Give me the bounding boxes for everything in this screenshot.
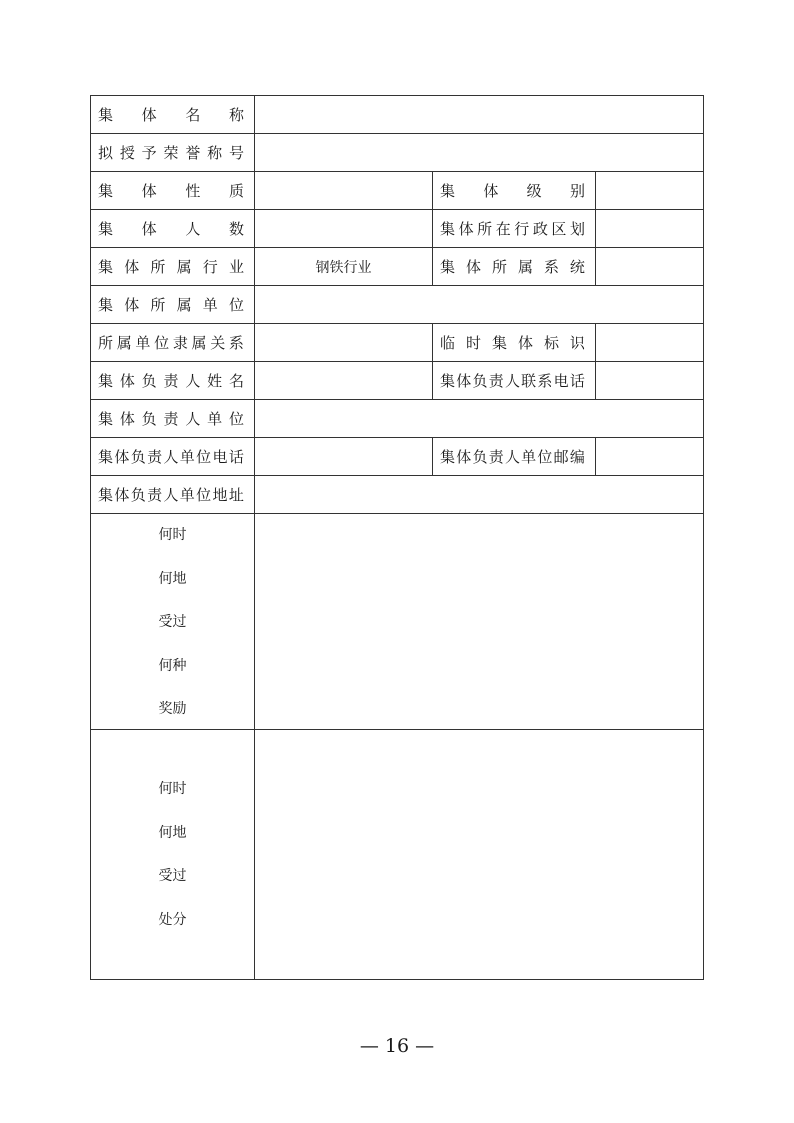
label-char: 体 bbox=[124, 296, 140, 314]
label-char: 话 bbox=[228, 448, 244, 466]
label-char: 所 bbox=[477, 220, 493, 238]
label-char: 集 bbox=[440, 448, 456, 466]
label-char: 人 bbox=[185, 410, 201, 428]
label-char: 单 bbox=[179, 486, 195, 504]
label-char: 人 bbox=[185, 220, 201, 238]
label-char: 体 bbox=[465, 258, 481, 276]
label-char: 称 bbox=[228, 106, 244, 124]
label-leader-phone bbox=[432, 362, 595, 399]
label-char: 集 bbox=[98, 106, 114, 124]
label-char: 集 bbox=[98, 486, 114, 504]
label-char: 址 bbox=[228, 486, 244, 504]
label-char: 所 bbox=[150, 296, 166, 314]
label-char: 负 bbox=[130, 486, 146, 504]
row-leader-name bbox=[91, 362, 703, 400]
label-char: 系 bbox=[228, 334, 244, 352]
label-char: 集 bbox=[98, 258, 114, 276]
row-leader-unit-address bbox=[91, 476, 703, 514]
field-leader-unit[interactable] bbox=[254, 400, 703, 437]
row-affiliation bbox=[91, 324, 703, 362]
label-char: 体 bbox=[114, 448, 130, 466]
label-char: 位 bbox=[196, 486, 212, 504]
label-char: 所 bbox=[98, 334, 114, 352]
label-char: 业 bbox=[228, 258, 244, 276]
label-leader-unit-zip bbox=[432, 438, 595, 475]
label-char: 属 bbox=[176, 258, 192, 276]
label-group-count bbox=[91, 210, 254, 247]
label-char: 位 bbox=[228, 296, 244, 314]
label-char: 单 bbox=[179, 448, 195, 466]
label-char: 负 bbox=[141, 410, 157, 428]
label-leader-name bbox=[91, 362, 254, 399]
label-char: 集 bbox=[440, 220, 456, 238]
label-char: 属 bbox=[116, 334, 132, 352]
label-leader-unit bbox=[91, 400, 254, 437]
label-char: 位 bbox=[537, 448, 553, 466]
label-leader-unit-address bbox=[91, 476, 254, 513]
punishments-label-line: 何时 bbox=[158, 781, 187, 797]
awards-label-line: 何地 bbox=[158, 570, 187, 587]
field-temp-flag[interactable] bbox=[595, 324, 703, 361]
row-unit bbox=[91, 286, 703, 324]
row-group-nature bbox=[91, 172, 703, 210]
awards-label-line: 何时 bbox=[158, 527, 187, 543]
field-punishments[interactable] bbox=[254, 730, 703, 979]
row-industry bbox=[91, 248, 703, 286]
label-char: 地 bbox=[212, 486, 228, 504]
label-char: 责 bbox=[488, 448, 504, 466]
label-awards bbox=[91, 514, 254, 729]
label-char: 体 bbox=[483, 182, 499, 200]
field-group-nature[interactable] bbox=[254, 172, 432, 209]
label-char: 集 bbox=[98, 372, 114, 390]
label-char: 体 bbox=[456, 448, 472, 466]
label-proposed-title bbox=[91, 134, 254, 171]
row-proposed-title bbox=[91, 134, 703, 172]
field-proposed-title[interactable] bbox=[254, 134, 703, 171]
field-group-level[interactable] bbox=[595, 172, 703, 209]
punishments-label-line: 受过 bbox=[158, 868, 187, 884]
label-char: 誉 bbox=[185, 144, 201, 162]
label-char: 政 bbox=[532, 220, 548, 238]
field-unit[interactable] bbox=[254, 286, 703, 323]
label-char: 荣 bbox=[163, 144, 179, 162]
label-char: 级 bbox=[526, 182, 542, 200]
label-char: 系 bbox=[537, 372, 553, 390]
label-char: 责 bbox=[488, 372, 504, 390]
label-char: 隶 bbox=[172, 334, 188, 352]
label-char: 集 bbox=[98, 296, 114, 314]
label-char: 单 bbox=[202, 296, 218, 314]
label-char: 集 bbox=[440, 182, 456, 200]
label-char: 体 bbox=[114, 486, 130, 504]
label-group-level bbox=[432, 172, 595, 209]
label-char: 负 bbox=[141, 372, 157, 390]
label-char: 系 bbox=[543, 258, 559, 276]
label-char: 在 bbox=[495, 220, 511, 238]
label-char: 责 bbox=[147, 448, 163, 466]
awards-label-line: 何种 bbox=[158, 657, 187, 674]
label-char: 话 bbox=[569, 372, 585, 390]
label-char: 编 bbox=[569, 448, 585, 466]
label-char: 属 bbox=[191, 334, 207, 352]
awards-label-line: 受过 bbox=[158, 614, 187, 630]
label-char: 集 bbox=[98, 410, 114, 428]
label-char: 体 bbox=[517, 334, 533, 352]
label-char: 集 bbox=[98, 182, 114, 200]
label-char: 临 bbox=[440, 334, 456, 352]
label-char: 负 bbox=[472, 448, 488, 466]
punishments-label-line: 处分 bbox=[158, 911, 187, 928]
row-awards bbox=[91, 514, 703, 730]
label-char: 体 bbox=[456, 372, 472, 390]
field-leader-unit-zip[interactable] bbox=[595, 438, 703, 475]
label-char: 属 bbox=[176, 296, 192, 314]
label-char: 体 bbox=[141, 106, 157, 124]
label-char: 所 bbox=[150, 258, 166, 276]
label-char: 电 bbox=[553, 372, 569, 390]
field-group-name[interactable] bbox=[254, 96, 703, 133]
label-char: 单 bbox=[521, 448, 537, 466]
label-char: 标 bbox=[543, 334, 559, 352]
label-char: 质 bbox=[228, 182, 244, 200]
label-char: 单 bbox=[207, 410, 223, 428]
label-char: 姓 bbox=[207, 372, 223, 390]
label-punishments bbox=[91, 730, 254, 979]
label-affiliation bbox=[91, 324, 254, 361]
label-char: 人 bbox=[504, 372, 520, 390]
label-char: 集 bbox=[98, 220, 114, 238]
label-char: 负 bbox=[472, 372, 488, 390]
label-char: 位 bbox=[154, 334, 170, 352]
label-group-nature bbox=[91, 172, 254, 209]
field-admin-division[interactable] bbox=[595, 210, 703, 247]
label-char: 拟 bbox=[98, 144, 114, 162]
label-char: 关 bbox=[210, 334, 226, 352]
label-system bbox=[432, 248, 595, 285]
label-char: 集 bbox=[98, 448, 114, 466]
awards-label-line: 奖励 bbox=[158, 701, 187, 717]
label-char: 责 bbox=[163, 372, 179, 390]
label-char: 邮 bbox=[553, 448, 569, 466]
label-char: 体 bbox=[458, 220, 474, 238]
label-char: 属 bbox=[517, 258, 533, 276]
label-char: 所 bbox=[491, 258, 507, 276]
label-char: 集 bbox=[440, 258, 456, 276]
label-unit bbox=[91, 286, 254, 323]
label-leader-unit-phone bbox=[91, 438, 254, 475]
field-affiliation[interactable] bbox=[254, 324, 432, 361]
field-leader-phone[interactable] bbox=[595, 362, 703, 399]
label-char: 区 bbox=[551, 220, 567, 238]
label-char: 名 bbox=[185, 106, 201, 124]
label-industry bbox=[91, 248, 254, 285]
label-char: 集 bbox=[440, 372, 456, 390]
label-char: 责 bbox=[147, 486, 163, 504]
label-char: 集 bbox=[491, 334, 507, 352]
field-leader-name[interactable] bbox=[254, 362, 432, 399]
label-char: 行 bbox=[514, 220, 530, 238]
label-char: 识 bbox=[569, 334, 585, 352]
label-char: 体 bbox=[141, 182, 157, 200]
honor-application-form bbox=[90, 95, 704, 980]
punishments-label-line: 何地 bbox=[158, 824, 187, 841]
label-char: 位 bbox=[196, 448, 212, 466]
field-leader-unit-phone[interactable] bbox=[254, 438, 432, 475]
label-char: 人 bbox=[163, 448, 179, 466]
label-char: 体 bbox=[124, 258, 140, 276]
label-char: 负 bbox=[130, 448, 146, 466]
field-industry[interactable]: 钢铁行业 bbox=[254, 248, 432, 285]
page-number: — 16 — bbox=[359, 1035, 435, 1057]
label-char: 数 bbox=[228, 220, 244, 238]
label-char: 电 bbox=[212, 448, 228, 466]
field-awards[interactable] bbox=[254, 514, 703, 729]
label-char: 体 bbox=[141, 220, 157, 238]
field-leader-unit-address[interactable] bbox=[254, 476, 703, 513]
label-char: 体 bbox=[119, 372, 135, 390]
label-char: 划 bbox=[569, 220, 585, 238]
label-char: 位 bbox=[228, 410, 244, 428]
label-char: 号 bbox=[228, 144, 244, 162]
row-group-name bbox=[91, 96, 703, 134]
label-char: 名 bbox=[228, 372, 244, 390]
label-char: 人 bbox=[185, 372, 201, 390]
label-char: 责 bbox=[163, 410, 179, 428]
row-leader-unit bbox=[91, 400, 703, 438]
row-punishments bbox=[91, 730, 703, 979]
label-char: 人 bbox=[504, 448, 520, 466]
label-char: 时 bbox=[465, 334, 481, 352]
field-group-count[interactable] bbox=[254, 210, 432, 247]
label-char: 称 bbox=[207, 144, 223, 162]
label-char: 体 bbox=[119, 410, 135, 428]
label-char: 人 bbox=[163, 486, 179, 504]
field-system[interactable] bbox=[595, 248, 703, 285]
label-char: 别 bbox=[569, 182, 585, 200]
label-admin-division bbox=[432, 210, 595, 247]
label-char: 统 bbox=[569, 258, 585, 276]
row-group-count bbox=[91, 210, 703, 248]
label-char: 联 bbox=[521, 372, 537, 390]
label-char: 授 bbox=[119, 144, 135, 162]
row-leader-unit-phone bbox=[91, 438, 703, 476]
label-char: 单 bbox=[135, 334, 151, 352]
label-temp-flag bbox=[432, 324, 595, 361]
label-group-name bbox=[91, 96, 254, 133]
label-char: 性 bbox=[185, 182, 201, 200]
label-char: 予 bbox=[141, 144, 157, 162]
label-char: 行 bbox=[202, 258, 218, 276]
